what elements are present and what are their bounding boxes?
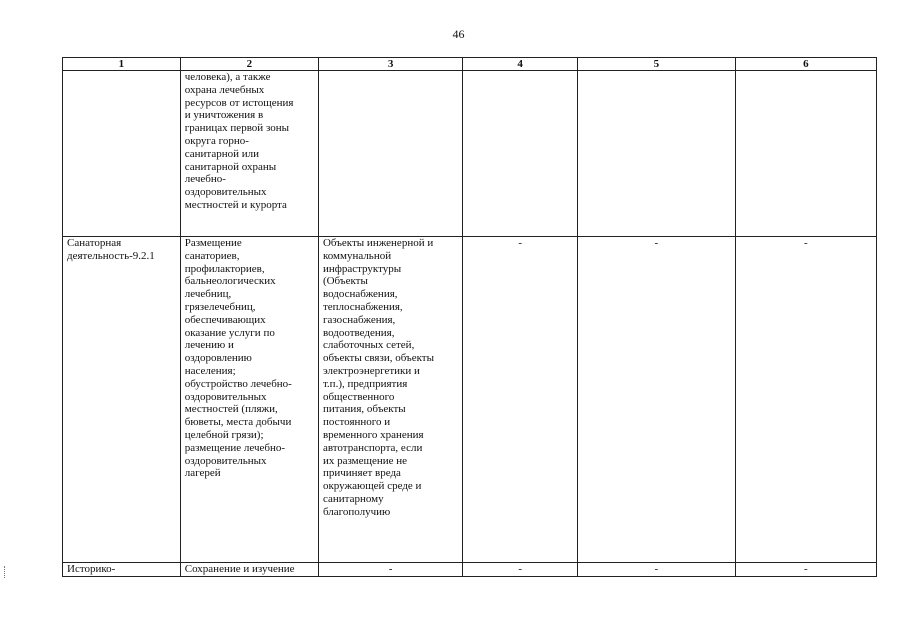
cell-text-line: их размещение не [322,454,408,467]
use-description-cell [180,237,318,563]
cell-text-line: ресурсов от истощения [184,96,294,109]
cell-text-line: теплоснабжения, [322,300,403,313]
table-header-row [63,58,877,71]
cell-text-line: - [388,563,393,575]
cell-text-line: окружающей среде и [322,480,422,493]
cell-text-line: объекты связи, объекты [322,352,435,365]
cell-text-line: профилакториев, [184,262,265,275]
auxiliary-use-cell [318,237,462,563]
cell-text-line: деятельность-9.2.1 [67,249,155,262]
cell-text-line: лечебно- [184,173,226,186]
use-type-cell [63,563,181,577]
cell-text-line: (Объекты [322,275,368,288]
cell-text-line: постоянного и [322,416,391,429]
cell-text-line: благополучию [322,505,391,518]
table-row [63,237,877,563]
cell-text-line: санитарному [322,492,384,505]
column-header-6: 6 [735,58,876,71]
parameter-cell-6: - [735,563,876,577]
column-header-4: 4 [463,58,578,71]
cell-text-line: целебной грязи); [184,428,264,441]
parameter-cell-4 [463,71,578,237]
cell-text-line: человека), а также [184,71,271,83]
cell-text-line: лечению и [184,339,234,352]
cell-text-line: Санаторная [67,237,122,249]
cell-text-line: местностей (пляжи, [184,403,278,416]
parameter-cell-6 [735,71,876,237]
parameter-cell-4: - [463,237,578,563]
cell-text-line: т.п.), предприятия [322,377,408,390]
cell-text-line: и уничтожения в [184,109,264,122]
cell-text-line: водоотведения, [322,326,395,339]
cell-text-line: водоснабжения, [322,288,398,301]
cell-text-line: автотранспорта, если [322,441,423,454]
auxiliary-use-cell [318,563,462,577]
column-header-1: 1 [63,58,181,71]
cell-text-line: Историко- [67,563,116,575]
cell-text-line: газоснабжения, [322,313,396,326]
use-type-cell [63,237,181,563]
use-description-cell [180,71,318,237]
cell-text-line: обустройство лечебно- [184,377,292,390]
cell-text-line: оздоровительных [184,186,267,199]
cell-text-line: Объекты инженерной и [322,237,434,249]
regulation-table [62,57,877,577]
cell-text-line: лагерей [184,467,221,480]
cell-text-line: электроэнергетики и [322,364,420,377]
column-header-3: 3 [318,58,462,71]
cell-text-line: лечебниц, [184,288,232,301]
table-row [63,563,877,577]
use-description-cell [180,563,318,577]
cell-text-line: санаториев, [184,249,240,262]
cell-text-line: бюветы, места добычи [184,416,292,429]
cell-text-line: размещение лечебно- [184,441,286,454]
cell-text-line: оздоровительных [184,454,267,467]
cell-text-line: охрана лечебных [184,83,265,96]
parameter-cell-5 [577,71,735,237]
column-header-5: 5 [577,58,735,71]
cell-text-line: границах первой зоны [184,122,290,135]
cell-text-line: оздоровительных [184,390,267,403]
cell-text-line: бальнеологических [184,275,276,288]
cell-text-line: санитарной охраны [184,160,277,173]
parameter-cell-4: - [463,563,578,577]
use-type-cell [63,71,181,237]
column-header-2: 2 [180,58,318,71]
page-number: 46 [452,27,465,41]
table-row [63,71,877,237]
cell-text-line: причиняет вреда [322,467,401,480]
cell-text-line: временного хранения [322,428,424,441]
parameter-cell-6: - [735,237,876,563]
parameter-cell-5: - [577,237,735,563]
cell-text-line: коммунальной [322,249,392,262]
cell-text-line: инфраструктуры [322,262,402,275]
scan-margin-mark [4,566,8,578]
cell-text-line: населения; [184,364,236,377]
cell-text-line: Сохранение и изучение [184,563,295,575]
cell-text-line: оздоровлению [184,352,252,365]
cell-text-line: обеспечивающих [184,313,266,326]
cell-text-line: грязелечебниц, [184,300,256,313]
cell-text-line: слаботочных сетей, [322,339,415,352]
cell-text-line: местностей и курорта [184,198,287,211]
cell-text-line: округа горно- [184,134,249,147]
cell-text-line: санитарной или [184,147,260,160]
cell-text-line: оказание услуги по [184,326,275,339]
auxiliary-use-cell [318,71,462,237]
cell-text-line: питания, объекты [322,403,406,416]
cell-text-line: общественного [322,390,395,403]
parameter-cell-5: - [577,563,735,577]
cell-text-line: Размещение [184,237,242,249]
